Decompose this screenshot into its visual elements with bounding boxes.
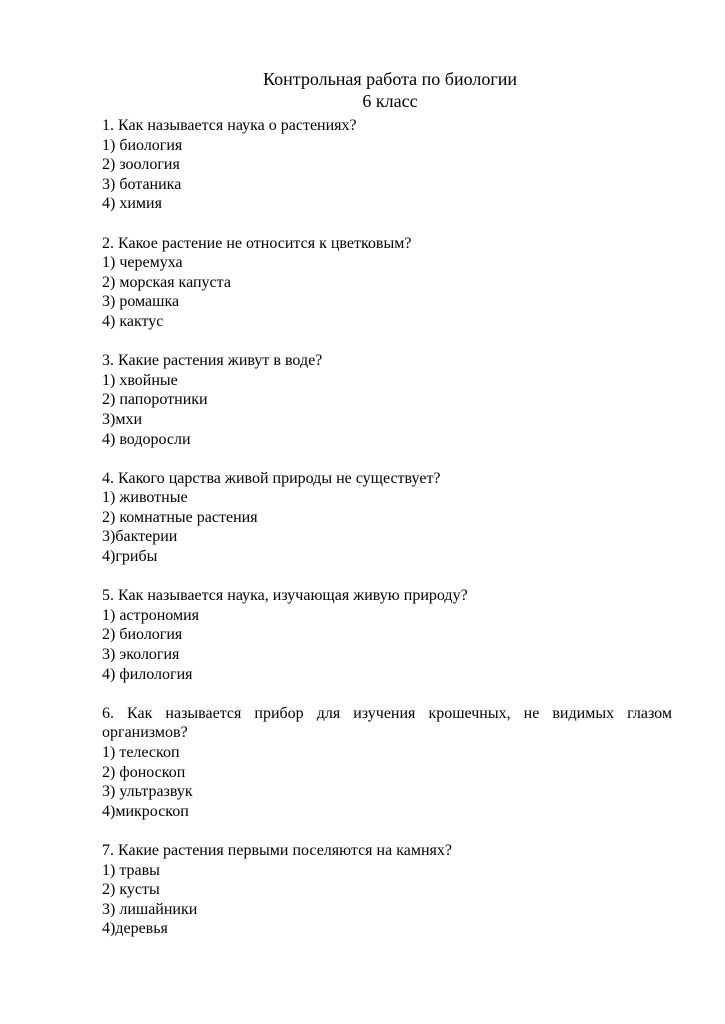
answer-option: 4) филология [102,665,193,683]
answer-option: 3)бактерии [102,528,178,546]
question-text: 7. Какие растения первыми поселяются на камнях? [102,841,452,859]
answer-option: 4)грибы [102,548,158,566]
answer-option: 2) комнатные растения [102,508,258,526]
question-text: 6. Как называется прибор для изучения крошечных, не видимых глазом организмов? [102,704,672,742]
answer-option: 4) водоросли [102,430,191,448]
answer-option: 4)микроскоп [102,802,189,820]
answer-option: 1) хвойные [102,371,178,389]
answer-option: 4) химия [102,195,162,213]
answer-option: 4)деревья [102,920,168,938]
answer-option: 3) ботаника [102,175,182,193]
answer-option: 2) папоротники [102,391,208,409]
answer-option: 3)мхи [102,410,143,428]
question-text: 5. Как называется наука, изучающая живую природу? [102,587,468,605]
question-text: 2. Какое растение не относится к цветковым? [102,234,412,252]
answer-option: 1) биология [102,136,183,154]
answer-option: 2) морская капуста [102,273,231,291]
question-3 [102,351,672,449]
question-5 [102,586,672,684]
answer-option: 1) астрономия [102,606,200,624]
document-subtitle: 6 класс [362,91,418,111]
question-text: 1. Как называется наука о растениях? [102,117,357,134]
answer-option: 1) травы [102,861,160,879]
answer-option: 1) телескоп [102,744,180,761]
answer-option: 2) кусты [102,881,160,899]
answer-option: 1) животные [102,489,188,507]
answer-option: 1) черемуха [102,254,183,272]
answer-option: 2) биология [102,626,183,644]
question-text: 4. Какого царства живой природы не существует? [102,469,441,487]
question-2 [102,234,672,332]
title-block [0,68,725,112]
questions-list [102,116,672,959]
answer-option: 3) ромашка [102,293,180,311]
question-4 [102,469,672,567]
answer-option: 3) ультразвук [102,783,193,801]
question-7 [102,841,672,939]
document-title: Контрольная работа по биологии [263,69,517,89]
question-text: 3. Какие растения живут в воде? [102,352,323,370]
question-1 [102,116,672,214]
answer-option: 2) фоноскоп [102,763,186,781]
answer-option: 4) кактус [102,312,164,330]
answer-option: 3) лишайники [102,900,198,918]
answer-option: 3) экология [102,646,180,664]
question-6 [102,704,672,822]
answer-option: 2) зоология [102,156,180,174]
